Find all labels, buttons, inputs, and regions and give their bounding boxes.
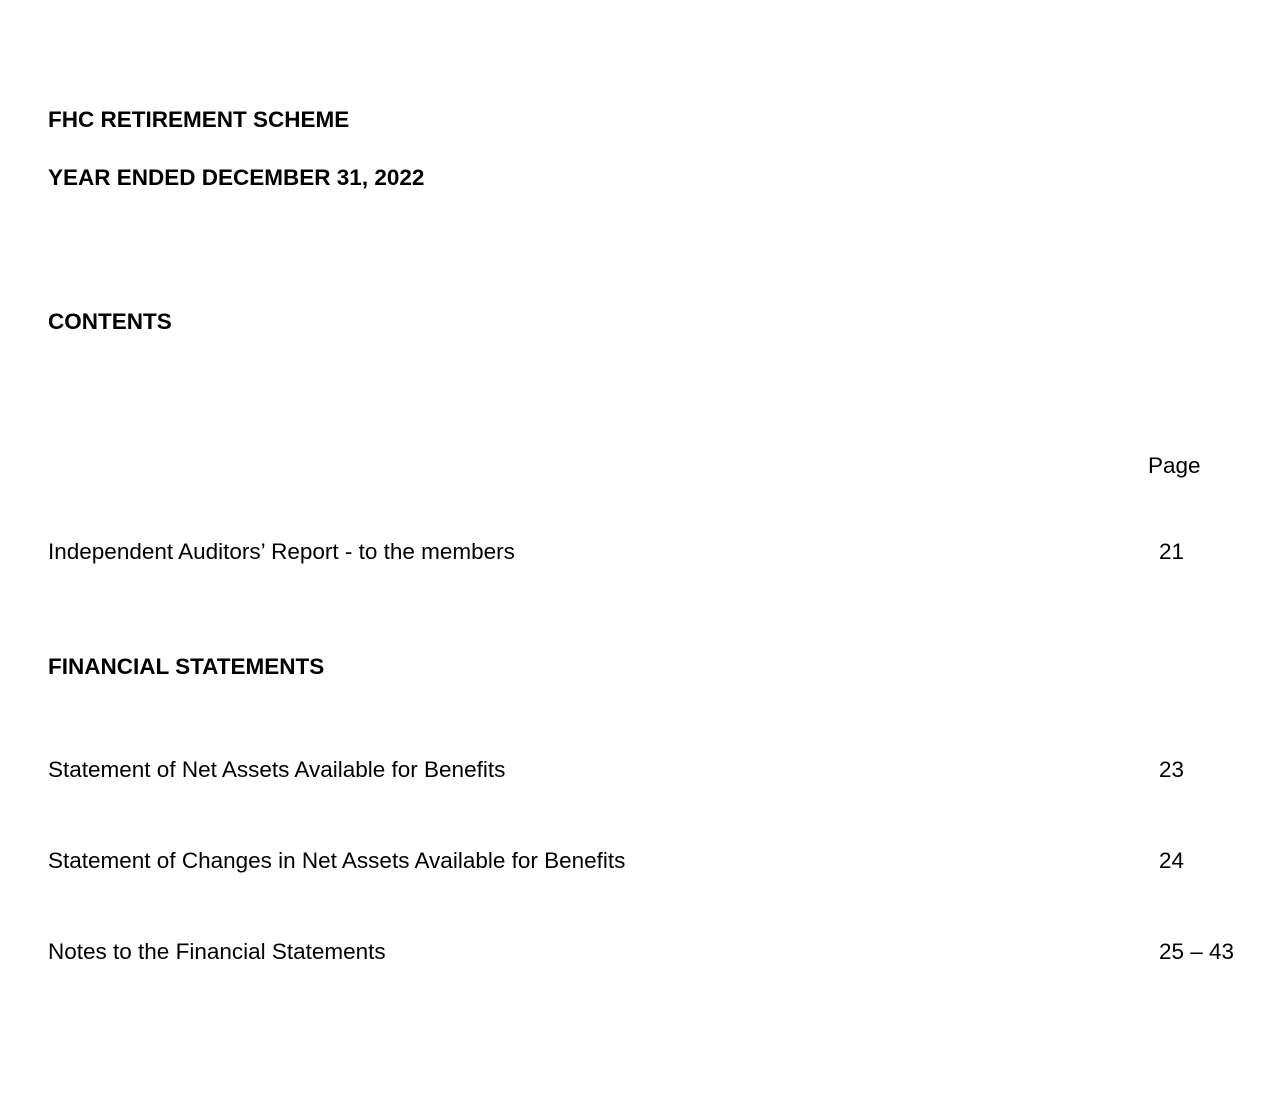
contents-heading: CONTENTS xyxy=(48,309,172,334)
contents-entry-page: 23 xyxy=(1159,757,1185,782)
scheme-title: FHC RETIREMENT SCHEME xyxy=(48,107,350,132)
contents-entry-page: 21 xyxy=(1159,539,1185,564)
contents-entry-label: Statement of Net Assets Available for Benefits xyxy=(48,757,506,782)
contents-entry-page: 24 xyxy=(1159,848,1185,873)
contents-entry-label: Statement of Changes in Net Assets Available for Benefits xyxy=(48,848,626,873)
contents-entry-label: Independent Auditors’ Report - to the members xyxy=(48,539,515,564)
financial-statements-heading: FINANCIAL STATEMENTS xyxy=(48,654,325,679)
contents-entry-page: 25 – 43 xyxy=(1159,939,1235,964)
page-column-label: Page xyxy=(1148,453,1201,478)
period-heading: YEAR ENDED DECEMBER 31, 2022 xyxy=(48,165,425,190)
contents-entry-label: Notes to the Financial Statements xyxy=(48,939,386,964)
